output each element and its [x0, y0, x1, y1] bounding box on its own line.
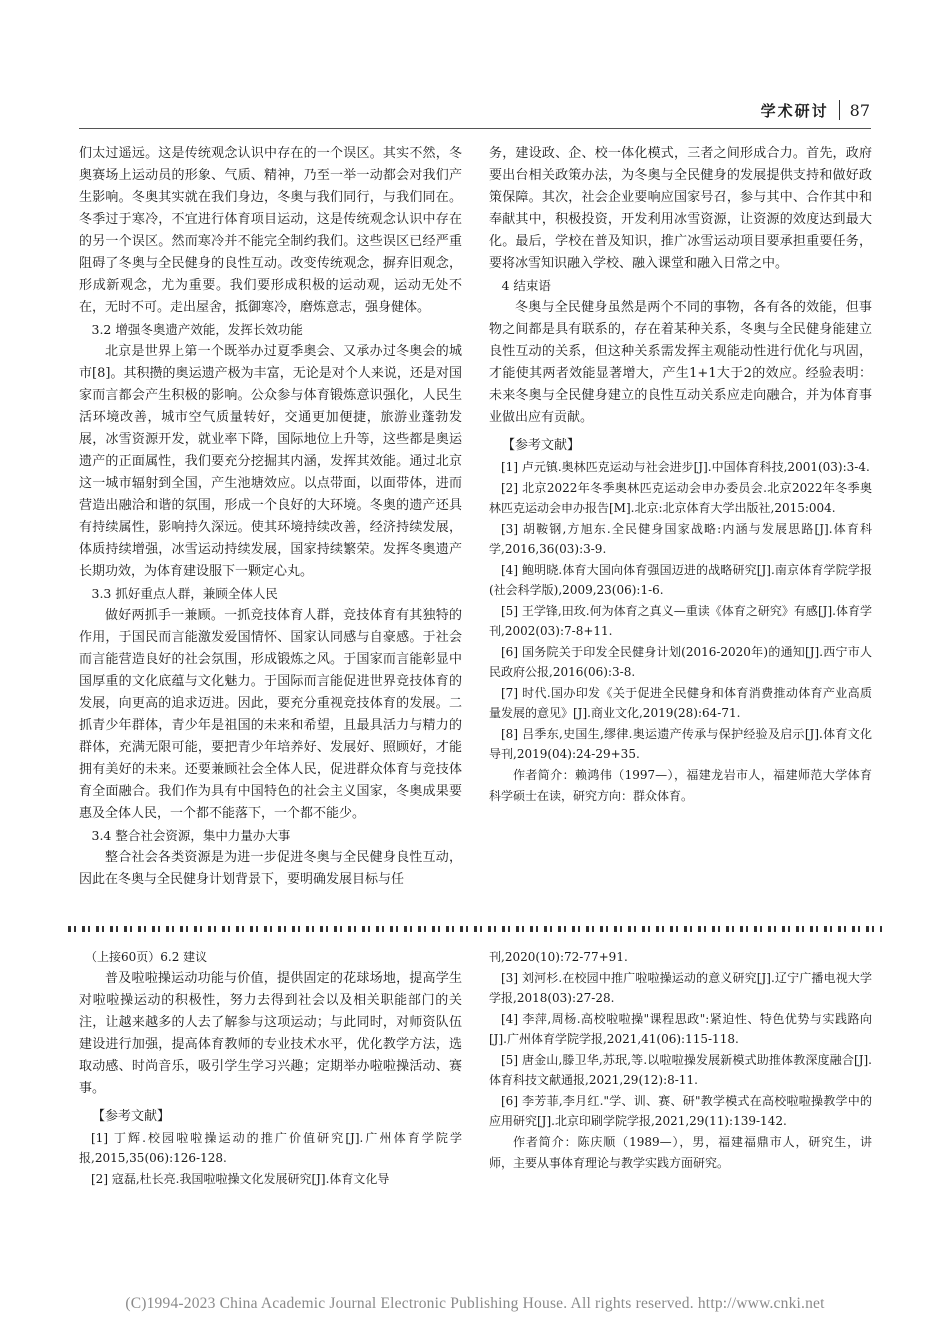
references-title: 【参考文献】 — [502, 438, 581, 453]
paragraph: 北京是世界上第一个既举办过夏季奥会、又承办过冬奥会的城市[8]。其积攒的奥运遗产极为丰富，无论是对个人来说，还是对国家而言都会产生积极的影响。公众参与体育锻炼意识强化，人民生活环境改善，城市空气质量转好，交通更加便捷，旅游业蓬勃发展，冰雪资源开发，就业率下降，国际地位上升等，这些都是奥运遗产的正面属性，我们要充分挖掘其内涵，发挥其效能。通过北京这一城市辐射到全国，产生池塘效应。以点带面，以面带体，进而营造出融洽和谐的氛围，形成一个良好的大环境。冬奥的遗产还具有持续属性，影响持久深远。使其环境持续改善，经济持续发展，体质持续增强，冰雪运动持续发展，国家持续繁荣。发挥冬奥遗产长期功效，为体育建设服下一颗定心丸。 — [79, 344, 462, 579]
reference-item: [6] 李芳菲,李月红."学、训、赛、研"教学模式在高校啦啦操教学中的应用研究[J].北京印刷学院学报,2021,29(11):139-142. — [489, 1093, 872, 1128]
paragraph: 们太过遥远。这是传统观念认识中存在的一个误区。其实不然，冬奥赛场上运动员的形象、气质、精神，乃至一举一动都会对我们产生影响。冬奥其实就在我们身边，冬奥与我们同行，与我们同在。冬季过于寒冷，不宜进行体育项目运动，这是传统观念认识中存在的另一个误区。然而寒冷并不能完全制约我们。这些误区已经严重阻碍了冬奥与全民健身的良性互动。改变传统观念，摒弃旧观念，形成新观念，尤为重要。我们要形成积极的运动观，运动无处不在，无时不可。走出屋舍，抵御寒冷，磨炼意志，强身健体。 — [79, 146, 462, 315]
reference-item: [8] 吕季东,史国生,缪律.奥运遗产传承与保护经验及启示[J].体育文化导刊,2019(04):24-29+35. — [489, 726, 872, 761]
section-divider — [68, 926, 882, 932]
reference-item: [5] 唐金山,滕卫华,苏珉,等.以啦啦操发展新模式助推体教深度融合[J].体育科技文献通报,2021,29(12):8-11. — [489, 1052, 872, 1087]
author-bio: 作者简介：陈庆顺（1989—），男，福建福鼎市人，研究生，讲师，主要从事体育理论与教学实践方面研究。 — [489, 1134, 872, 1170]
page-number: 87 — [849, 100, 870, 120]
paragraph: 冬奥与全民健身虽然是两个不同的事物，各有各的效能，但事物之间都是具有联系的，存在着某种关系，冬奥与全民健身能建立良性互动的关系，但这种关系需发挥主观能动性进行优化与巩固，才能使其两者效能显著增大，产生1+1大于2的效应。经验表明：未来冬奥与全民健身建立的良性互动关系应走向融合，并为体育事业做出应有贡献。 — [489, 300, 872, 425]
reference-item: [2] 寇磊,杜长亮.我国啦啦操文化发展研究[J].体育文化导 — [91, 1171, 390, 1186]
paragraph: 做好两抓手一兼顾。一抓竞技体育人群，竞技体育有其独特的作用，于国民而言能激发爱国情怀、国家认同感与自豪感。于社会而言能营造良好的社会氛围，形成锻炼之风。于国家而言能彰显中国厚重的文化底蕴与文化魅力。于国际而言能促进世界竞技体育的发展，向更高的追求迈进。因此，要充分重视竞技体育的发展。二抓青少年群体，青少年是祖国的未来和希望，且最具活力与精力的群体，充满无限可能，要把青少年培养好、发展好、照顾好，才能拥有美好的未来。还要兼顾社会全体人民，促进群众体育与竞技体育全面融合。我们作为具有中国特色的社会主义国家，冬奥成果要惠及全体人民，一个都不能落下，一个都不能少。 — [79, 608, 462, 821]
bottom-left-column — [79, 947, 462, 1189]
reference-item: [3] 胡鞍钢,方旭东.全民健身国家战略:内涵与发展思路[J].体育科学,2016,36(03):3-9. — [489, 521, 872, 556]
reference-item: [3] 刘河杉.在校园中推广啦啦操运动的意义研究[J].辽宁广播电视大学学报,2018(03):27-28. — [489, 970, 872, 1005]
paragraph: 普及啦啦操运动功能与价值，提供固定的花球场地，提高学生对啦啦操运动的积极性，努力去得到社会以及相关职能部门的关注，让越来越多的人去了解参与这项运动；与此同时，对师资队伍建设进行加强，提高体育教师的专业技术水平，优化教学方法，选取动感、时尚音乐，吸引学生学习兴趣；定期举办啦啦操活动、赛事。 — [79, 970, 462, 1096]
reference-item: [4] 鲍明晓.体育大国向体育强国迈进的战略研究[J].南京体育学院学报(社会科学版),2009,23(06):1-6. — [489, 562, 872, 597]
section-heading: 4 结束语 — [501, 278, 551, 293]
page-header — [761, 96, 870, 124]
reference-item: [2] 北京2022年冬季奥林匹克运动会申办委员会.北京2022年冬季奥林匹克运动会申办报告[M].北京:北京体育大学出版社,2015:004. — [489, 480, 872, 515]
reference-item: [6] 国务院关于印发全民健身计划(2016-2020年)的通知[J].西宁市人民政府公报,2016(06):3-8. — [489, 644, 872, 679]
author-bio: 作者简介：赖鸿伟（1997—），福建龙岩市人，福建师范大学体育科学硕士在读，研究方向：群众体育。 — [489, 767, 872, 803]
paragraph: 整合社会各类资源是为进一步促进冬奥与全民健身良性互动，因此在冬奥与全民健身计划背景下，要明确发展目标与任 — [79, 850, 462, 887]
continuation-note: （上接60页）6.2 建议 — [85, 950, 208, 964]
reference-item: [4] 李萍,周杨.高校啦啦操"课程思政":紧迫性、特色优势与实践路向[J].广州体育学院学报,2021,41(06):115-118. — [489, 1011, 872, 1046]
reference-item: 刊,2020(10):72-77+91. — [489, 950, 628, 964]
subsection-heading: 3.2 增强冬奥遗产效能，发挥长效功能 — [91, 322, 303, 337]
reference-item: [7] 时代.国办印发《关于促进全民健身和体育消费推动体育产业高质量发展的意见》[J].商业文化,2019(28):64-71. — [489, 685, 872, 720]
references-title: 【参考文献】 — [92, 1108, 171, 1124]
copyright-footer: (C)1994-2023 China Academic Journal Electronic Publishing House. All rights reserved. http://www.cnki.net — [125, 1295, 825, 1312]
paragraph: 务，建设政、企、校一体化模式，三者之间形成合力。首先，政府要出台相关政策办法，为冬奥与全民健身的发展提供支持和做好政策保障。其次，社会企业要响应国家号召，参与其中、合作其中和奉献其中，积极投资，开发利用冰雪资源，让资源的效度达到最大化。最后，学校在普及知识，推广冰雪运动项目要承担重要任务，要将冰雪知识融入学校、融入课堂和融入日常之中。 — [489, 146, 872, 271]
left-column — [79, 143, 462, 891]
right-column — [489, 143, 872, 807]
reference-item: [1] 丁辉.校园啦啦操运动的推广价值研究[J].广州体育学院学报,2015,35(06):126-128. — [79, 1130, 462, 1165]
bottom-right-column — [489, 947, 872, 1174]
reference-item: [5] 王学锋,田玫.何为体育之真义—重读《体育之研究》有感[J].体育学刊,2002(03):7-8+11. — [489, 603, 872, 638]
journal-section-title: 学术研讨 — [760, 101, 829, 120]
reference-item: [1] 卢元镇.奥林匹克运动与社会进步[J].中国体育科技,2001(03):3-4. — [501, 460, 870, 474]
subsection-heading: 3.4 整合社会资源，集中力量办大事 — [91, 828, 291, 843]
header-separator — [839, 100, 840, 120]
subsection-heading: 3.3 抓好重点人群，兼顾全体人民 — [91, 586, 278, 601]
header-rule — [79, 128, 871, 129]
